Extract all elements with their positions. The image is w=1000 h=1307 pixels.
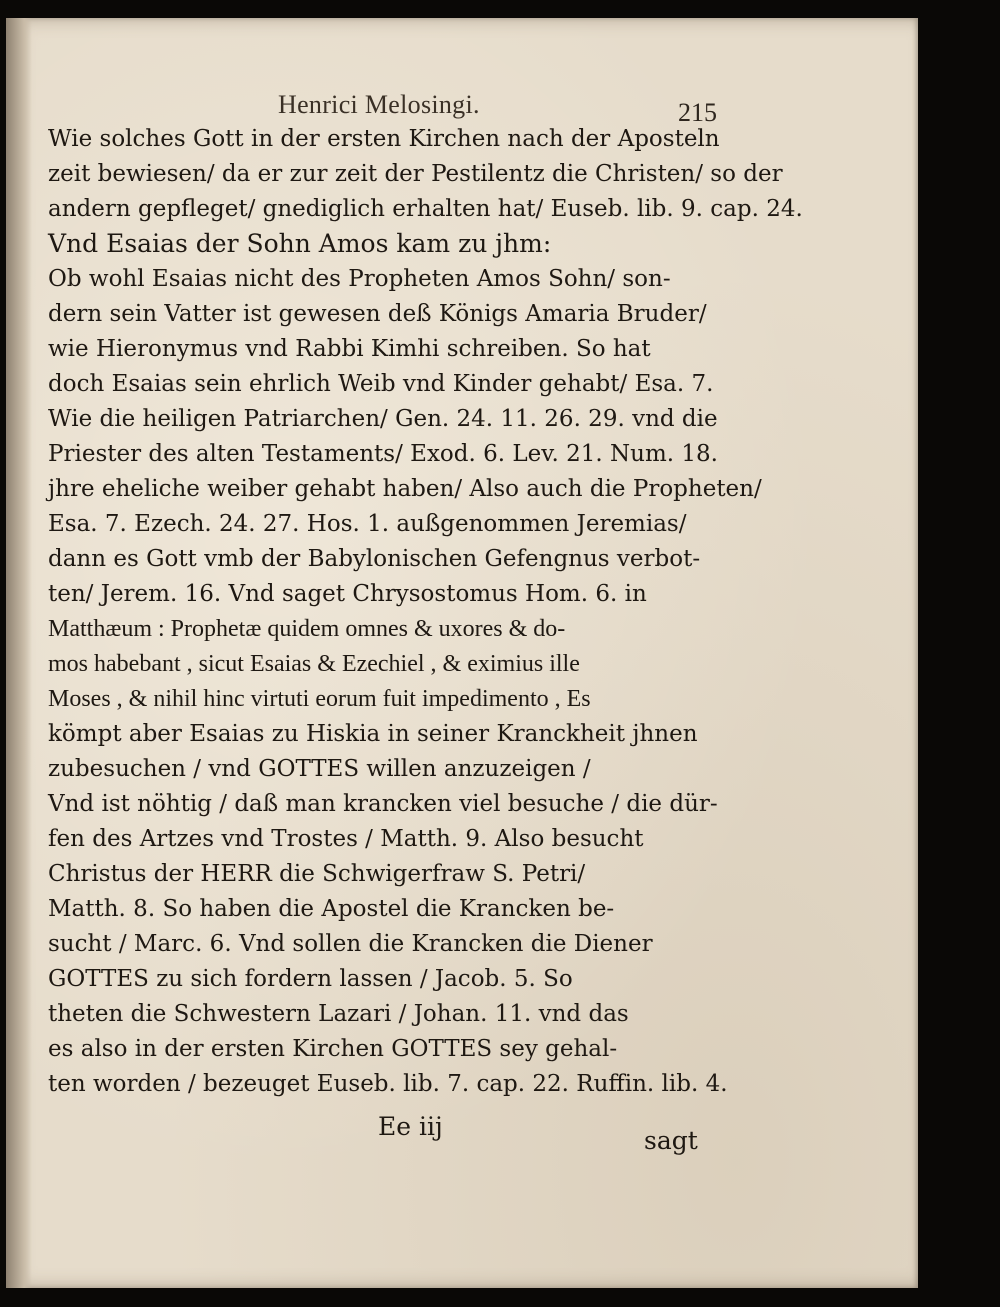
- book-page: [6, 18, 918, 1288]
- text-line: ten/ Jerem. 16. Vnd saget Chrysostomus Hom. 6. in: [48, 581, 647, 607]
- text-line: kömpt aber Esaias zu Hiskia in seiner Kranckheit jhnen: [48, 721, 698, 747]
- text-line: ten worden / bezeuget Euseb. lib. 7. cap. 22. Ruffin. lib. 4.: [48, 1071, 728, 1097]
- text-line: GOTTES zu sich fordern lassen / Jacob. 5. So: [48, 966, 573, 992]
- text-line: doch Esaias sein ehrlich Weib vnd Kinder gehabt/ Esa. 7.: [48, 371, 714, 397]
- text-line: Vnd ist nöhtig / daß man krancken viel besuche / die dür-: [48, 791, 718, 817]
- signature-mark: Ee iij: [378, 1112, 443, 1141]
- text-line: Priester des alten Testaments/ Exod. 6. Lev. 21. Num. 18.: [48, 441, 718, 467]
- text-line: sucht / Marc. 6. Vnd sollen die Krancken die Diener: [48, 931, 653, 957]
- body-text: [48, 122, 803, 1122]
- page-gutter-shadow: [6, 18, 32, 1288]
- text-line: zeit bewiesen/ da er zur zeit der Pestilentz die Christen/ so der: [48, 161, 783, 187]
- text-line: Matth. 8. So haben die Apostel die Krancken be-: [48, 896, 615, 922]
- text-line: dern sein Vatter ist gewesen deß Königs Amaria Bruder/: [48, 301, 707, 327]
- text-line: mos habebant , sicut Esaias & Ezechiel , & eximius ille: [48, 651, 580, 677]
- text-line: Matthæum : Prophetæ quidem omnes & uxores & do-: [48, 616, 566, 642]
- text-line: Christus der HERR die Schwigerfraw S. Petri/: [48, 861, 586, 887]
- text-line: theten die Schwestern Lazari / Johan. 11. vnd das: [48, 1001, 629, 1027]
- text-line: Wie die heiligen Patriarchen/ Gen. 24. 11. 26. 29. vnd die: [48, 406, 718, 432]
- text-line: Wie solches Gott in der ersten Kirchen nach der Aposteln: [48, 126, 720, 152]
- running-title: Henrici Melosingi.: [278, 90, 480, 119]
- text-line: es also in der ersten Kirchen GOTTES sey gehal-: [48, 1036, 618, 1062]
- catchword: sagt: [644, 1126, 698, 1155]
- text-line: zubesuchen / vnd GOTTES willen anzuzeigen /: [48, 756, 591, 782]
- text-line: Moses , & nihil hinc virtuti eorum fuit impedimento , Es: [48, 686, 591, 712]
- text-line: Vnd Esaias der Sohn Amos kam zu jhm:: [48, 229, 552, 258]
- text-line: wie Hieronymus vnd Rabbi Kimhi schreiben. So hat: [48, 336, 651, 362]
- text-line: jhre eheliche weiber gehabt haben/ Also auch die Propheten/: [48, 476, 762, 502]
- text-line: Esa. 7. Ezech. 24. 27. Hos. 1. außgenommen Jeremias/: [48, 511, 687, 537]
- text-line: fen des Artzes vnd Trostes / Matth. 9. Also besucht: [48, 826, 644, 852]
- page-number: 215: [678, 98, 717, 127]
- text-line: andern gepfleget/ gnediglich erhalten hat/ Euseb. lib. 9. cap. 24.: [48, 196, 803, 222]
- text-line: dann es Gott vmb der Babylonischen Gefengnus verbot-: [48, 546, 701, 572]
- text-line: Ob wohl Esaias nicht des Propheten Amos Sohn/ son-: [48, 266, 671, 292]
